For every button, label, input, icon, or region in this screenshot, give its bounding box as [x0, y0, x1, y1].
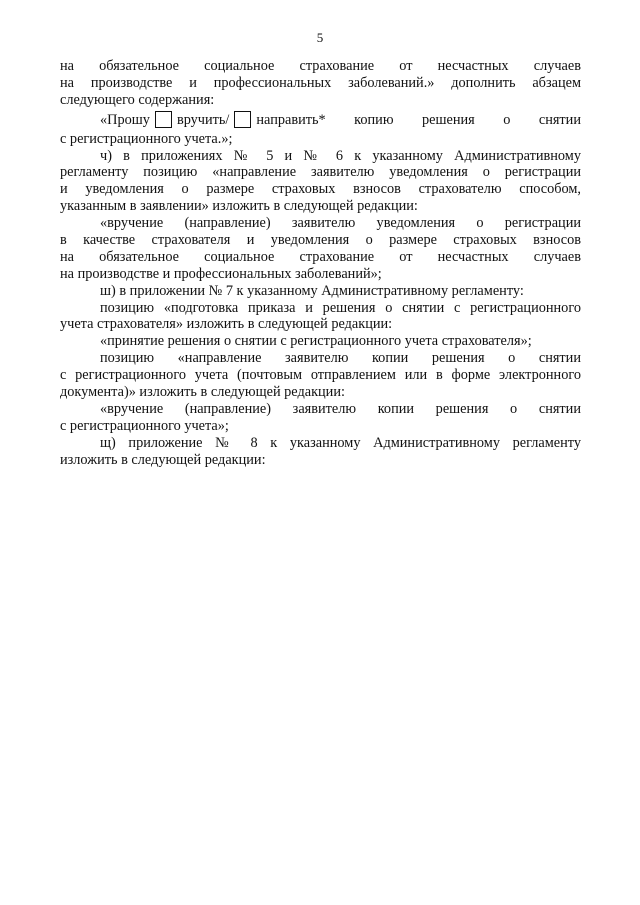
text-line: позицию «подготовка приказа и решения о снятии с регистрационного	[100, 299, 581, 316]
text-line: следующего содержания:	[60, 91, 215, 108]
text-line: в качестве страхователя и уведомления о размере страховых взносов	[60, 232, 581, 249]
text-line: регламенту позицию «направление заявителю уведомления о регистрации	[60, 164, 581, 181]
removal-word: снятии	[538, 111, 581, 128]
page-number: 5	[316, 30, 324, 45]
decision-word: решения	[422, 111, 475, 128]
about-word: о	[503, 111, 511, 128]
text-line: на обязательное социальное страхование от несчастных случаев	[60, 248, 581, 265]
deliver-label: вручить/	[176, 111, 230, 128]
send-label: направить*	[256, 111, 326, 128]
text-line: «вручение (направление) заявителю копии решения о снятии	[100, 400, 581, 417]
text-line: документа)» изложить в следующей редакции:	[60, 384, 345, 401]
deliver-checkbox[interactable]	[155, 111, 172, 128]
checkbox-request-line	[60, 109, 581, 131]
text-line: с регистрационного учета.»;	[60, 130, 233, 147]
request-label: «Прошу	[100, 111, 150, 128]
text-line: щ) приложение № 8 к указанному Административному регламенту	[100, 434, 581, 451]
text-line: изложить в следующей редакции:	[60, 451, 266, 468]
checkbox-line-rest	[256, 109, 581, 131]
text-line: учета страхователя» изложить в следующей редакции:	[60, 316, 393, 333]
text-line: ч) в приложениях № 5 и № 6 к указанному Административному	[100, 147, 581, 164]
text-line: с регистрационного учета (почтовым отправлением или в форме электронного	[60, 367, 581, 384]
send-checkbox[interactable]	[234, 111, 251, 128]
document-body	[60, 58, 581, 468]
text-line: указанным в заявлении» изложить в следующей редакции:	[60, 198, 418, 215]
text-line: с регистрационного учета»;	[60, 417, 229, 434]
text-line: на производстве и профессиональных заболеваний»;	[60, 265, 382, 282]
text-line: позицию «направление заявителю копии решения о снятии	[100, 350, 581, 367]
text-line: «вручение (направление) заявителю уведомления о регистрации	[100, 215, 581, 232]
copy-word: копию	[354, 111, 394, 128]
text-line: «принятие решения о снятии с регистрационного учета страхователя»;	[100, 333, 532, 350]
text-line: и уведомления о размере страховых взносов страхователю способом,	[60, 181, 581, 198]
text-line: ш) в приложении № 7 к указанному Административному регламенту:	[100, 282, 524, 299]
text-line: на производстве и профессиональных заболеваний.» дополнить абзацем	[60, 74, 581, 91]
text-line: на обязательное социальное страхование от несчастных случаев	[60, 58, 581, 74]
